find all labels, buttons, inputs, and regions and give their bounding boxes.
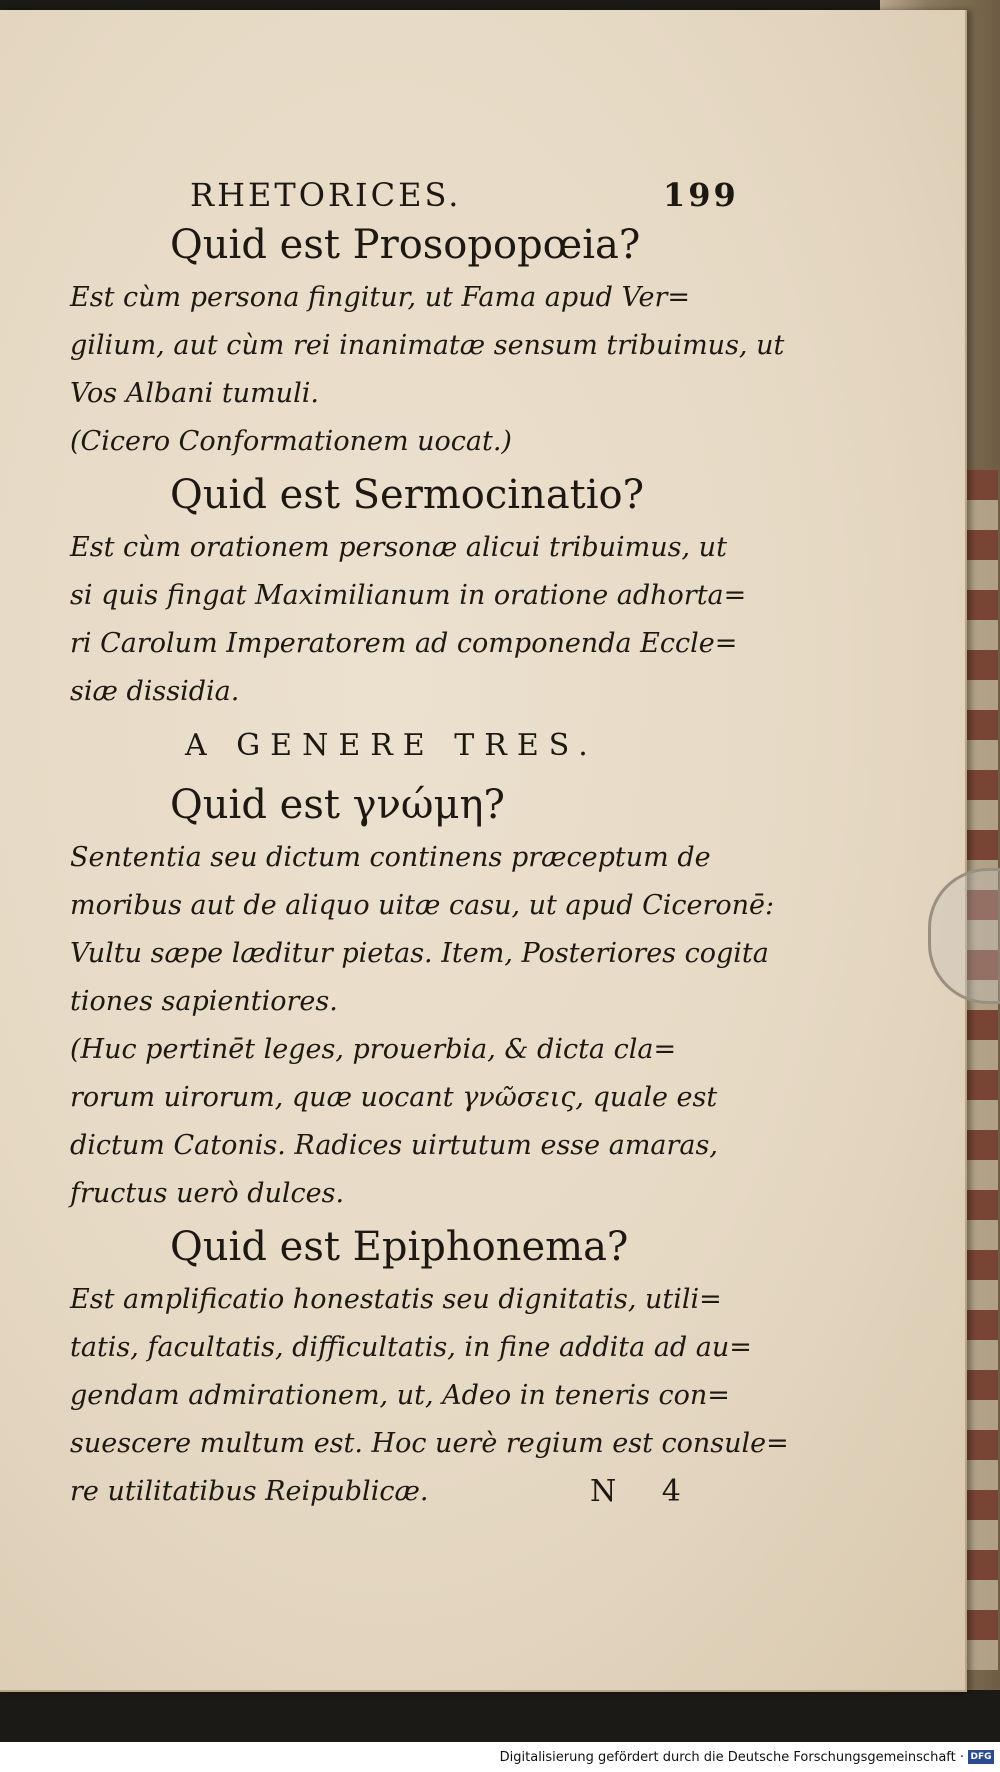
genus-heading: A GENERE TRES. (185, 728, 598, 763)
text-line: re utilitatibus Reipublicæ. (70, 1476, 429, 1507)
text-line: suescere multum est. Hoc uerè regium est consule= (70, 1428, 789, 1459)
text-line: tatis, facultatis, difficultatis, in fine addita ad au= (70, 1332, 752, 1363)
text-line: moribus aut de aliquo uitæ casu, ut apud Ciceronē: (70, 890, 775, 921)
footer-credit: Digitalisierung gefördert durch die Deutsche Forschungsgemeinschaft · (499, 1750, 964, 1765)
text-line: Est cùm orationem personæ alicui tribuimus, ut (70, 532, 727, 563)
text-line: rorum uirorum, quæ uocant γνῶσεις, quale est (70, 1082, 718, 1113)
text-line: dictum Catonis. Radices uirtutum esse amaras, (70, 1130, 718, 1161)
footer-bar (0, 1742, 1000, 1772)
page-number: 199 (663, 176, 739, 214)
paragraph-prosopopoeia (30, 274, 785, 418)
text-line: Vos Albani tumuli. (70, 378, 319, 409)
text-line: tiones sapientiores. (70, 986, 338, 1017)
paragraph-sermocinatio (30, 524, 747, 716)
paragraph-gnome (30, 834, 775, 1026)
text-line: gendam admirationem, ut, Adeo in teneris con= (70, 1380, 730, 1411)
heading-gnome: Quid est γνώμη? (170, 782, 505, 828)
signature-mark: N 4 (590, 1474, 699, 1509)
book-page (0, 10, 967, 1692)
text-line-with-signature (30, 1468, 730, 1516)
text-line: siæ dissidia. (70, 676, 240, 707)
text-block (30, 170, 789, 1516)
text-line: (Huc pertinēt leges, prouerbia, & dicta cla= (70, 1034, 677, 1065)
note-gnome (30, 1026, 730, 1218)
text-line: Vultu sæpe læditur pietas. Item, Posteriores cogita (70, 938, 769, 969)
text-line: Sententia seu dictum continens præceptum de (70, 842, 711, 873)
heading-sermocinatio: Quid est Sermocinatio? (170, 472, 645, 518)
paragraph-epiphonema (30, 1276, 789, 1516)
text-line: Est amplificatio honestatis seu dignitatis, utili= (70, 1284, 722, 1315)
text-line: gilium, aut cùm rei inanimatæ sensum tribuimus, ut (70, 330, 785, 361)
running-head-title: RHETORICES. (190, 176, 462, 214)
note-prosopopoeia (30, 418, 730, 466)
text-line: (Cicero Conformationem uocat.) (70, 426, 512, 457)
running-head (30, 170, 739, 216)
dfg-logo: DFG (968, 1750, 994, 1764)
text-line: si quis fingat Maximilianum in oratione adhorta= (70, 580, 747, 611)
text-line: ri Carolum Imperatorem ad componenda Eccle= (70, 628, 738, 659)
text-line: Est cùm persona fingitur, ut Fama apud Ver= (70, 282, 690, 313)
heading-prosopopoeia: Quid est Prosopopœia? (170, 222, 641, 268)
text-line: fructus uerò dulces. (70, 1178, 345, 1209)
heading-epiphonema: Quid est Epiphonema? (170, 1224, 629, 1270)
